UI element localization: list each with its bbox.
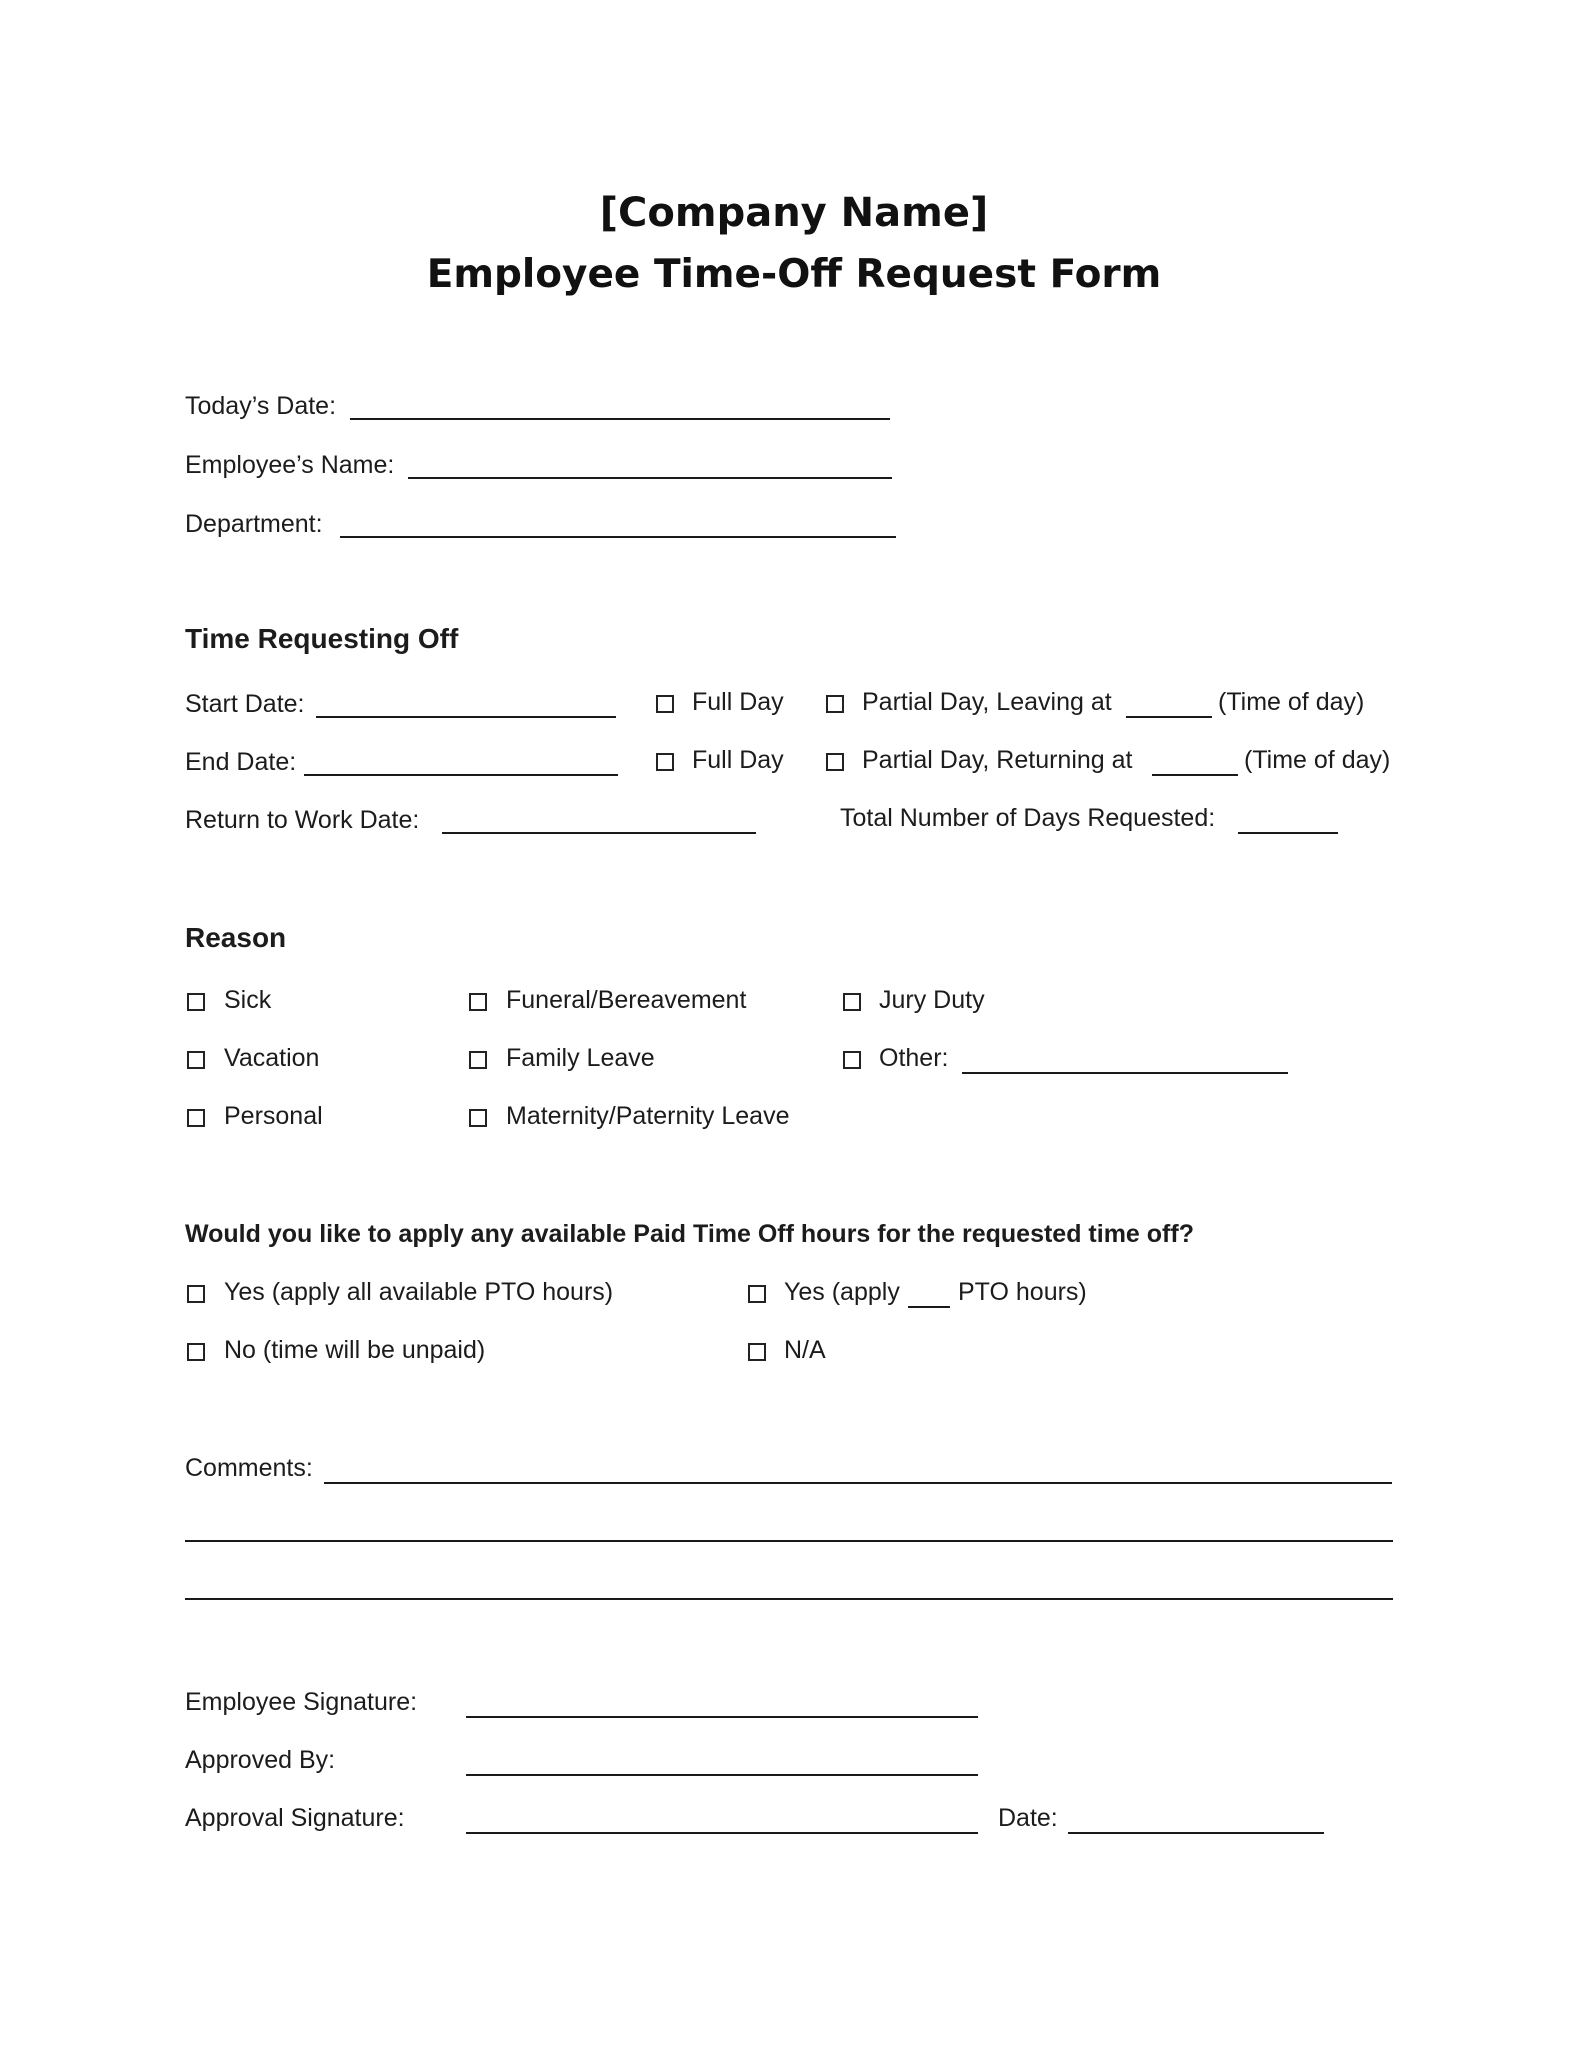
- department-label: Department:: [185, 510, 323, 538]
- comments-line-3[interactable]: [185, 1598, 1393, 1600]
- return-date-field[interactable]: [442, 832, 756, 834]
- approval-date-field[interactable]: [1068, 1832, 1324, 1834]
- end-full-day-checkbox[interactable]: [656, 753, 674, 771]
- pto-yes-apply-prefix: Yes (apply: [784, 1278, 900, 1306]
- todays-date-field[interactable]: [350, 418, 890, 420]
- employee-name-label: Employee’s Name:: [185, 451, 395, 479]
- department-field[interactable]: [340, 536, 896, 538]
- partial-returning-checkbox[interactable]: [826, 753, 844, 771]
- start-date-field[interactable]: [316, 716, 616, 718]
- reason-jury-duty-checkbox[interactable]: [843, 993, 861, 1011]
- reason-heading: Reason: [185, 922, 287, 953]
- returning-time-field[interactable]: [1152, 774, 1238, 776]
- pto-yes-apply-checkbox[interactable]: [748, 1285, 766, 1303]
- reason-funeral-checkbox[interactable]: [469, 993, 487, 1011]
- pto-yes-all-label: Yes (apply all available PTO hours): [224, 1278, 614, 1306]
- pto-na-label: N/A: [784, 1336, 826, 1364]
- pto-yes-all-checkbox[interactable]: [187, 1285, 205, 1303]
- todays-date-label: Today’s Date:: [185, 392, 337, 420]
- reason-family-leave-label: Family Leave: [506, 1044, 655, 1072]
- company-name: [Company Name]: [599, 190, 989, 236]
- reason-other-label: Other:: [879, 1044, 949, 1072]
- end-full-day-label: Full Day: [692, 746, 784, 774]
- reason-maternity-label: Maternity/Paternity Leave: [506, 1102, 790, 1130]
- reason-other-checkbox[interactable]: [843, 1051, 861, 1069]
- leaving-time-of-day-label: (Time of day): [1218, 688, 1365, 716]
- comments-line-1[interactable]: [324, 1482, 1392, 1484]
- partial-leaving-label: Partial Day, Leaving at: [862, 688, 1112, 716]
- total-days-label: Total Number of Days Requested:: [840, 804, 1216, 832]
- reason-vacation-label: Vacation: [224, 1044, 320, 1072]
- pto-question: Would you like to apply any available Paid Time Off hours for the requested time off?: [185, 1220, 1194, 1248]
- approved-by-field[interactable]: [466, 1774, 978, 1776]
- end-date-field[interactable]: [304, 774, 618, 776]
- pto-no-checkbox[interactable]: [187, 1343, 205, 1361]
- comments-line-2[interactable]: [185, 1540, 1393, 1542]
- start-full-day-label: Full Day: [692, 688, 784, 716]
- approval-date-label: Date:: [998, 1804, 1058, 1832]
- end-date-label: End Date:: [185, 748, 297, 776]
- approval-signature-field[interactable]: [466, 1832, 978, 1834]
- total-days-field[interactable]: [1238, 832, 1338, 834]
- pto-yes-apply-suffix: PTO hours): [958, 1278, 1087, 1306]
- returning-time-of-day-label: (Time of day): [1244, 746, 1391, 774]
- time-off-heading: Time Requesting Off: [185, 623, 459, 654]
- partial-leaving-checkbox[interactable]: [826, 695, 844, 713]
- form-title: Employee Time-Off Request Form: [426, 252, 1162, 297]
- reason-sick-checkbox[interactable]: [187, 993, 205, 1011]
- reason-family-leave-checkbox[interactable]: [469, 1051, 487, 1069]
- leaving-time-field[interactable]: [1126, 716, 1212, 718]
- reason-sick-label: Sick: [224, 986, 272, 1014]
- employee-signature-label: Employee Signature:: [185, 1688, 418, 1716]
- employee-name-field[interactable]: [408, 477, 892, 479]
- approved-by-label: Approved By:: [185, 1746, 336, 1774]
- reason-personal-label: Personal: [224, 1102, 323, 1130]
- comments-label: Comments:: [185, 1454, 313, 1482]
- approval-signature-label: Approval Signature:: [185, 1804, 405, 1832]
- partial-returning-label: Partial Day, Returning at: [862, 746, 1133, 774]
- pto-no-label: No (time will be unpaid): [224, 1336, 486, 1364]
- start-full-day-checkbox[interactable]: [656, 695, 674, 713]
- start-date-label: Start Date:: [185, 690, 305, 718]
- reason-funeral-label: Funeral/Bereavement: [506, 986, 747, 1014]
- reason-other-field[interactable]: [962, 1072, 1288, 1074]
- pto-na-checkbox[interactable]: [748, 1343, 766, 1361]
- reason-vacation-checkbox[interactable]: [187, 1051, 205, 1069]
- reason-maternity-checkbox[interactable]: [469, 1109, 487, 1127]
- return-date-label: Return to Work Date:: [185, 806, 420, 834]
- employee-signature-field[interactable]: [466, 1716, 978, 1718]
- reason-jury-duty-label: Jury Duty: [879, 986, 985, 1014]
- reason-personal-checkbox[interactable]: [187, 1109, 205, 1127]
- pto-hours-field[interactable]: [908, 1306, 950, 1308]
